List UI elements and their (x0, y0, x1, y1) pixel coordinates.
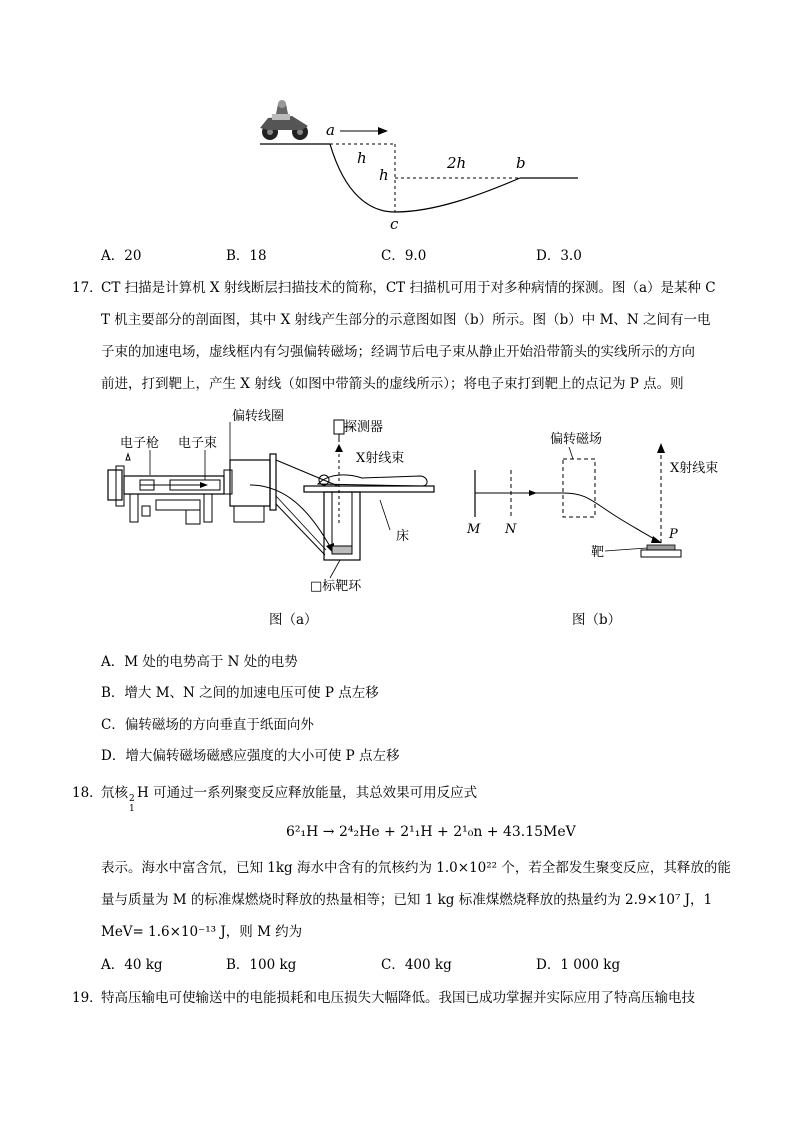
label-M: M (467, 522, 481, 537)
q18-line-1: 表示。海水中富含氘，已知 1kg 海水中含有的氘核约为 1.0×10²² 个，若全都发生聚变反应，其释放的能 (101, 860, 731, 876)
q18-option-d[interactable]: D．1 000 kg (536, 957, 621, 973)
q17-option-a[interactable]: A．M 处的电势高于 N 处的电势 (101, 654, 298, 670)
q19-number: 19． (72, 990, 103, 1006)
label-h-upper: h (357, 149, 367, 167)
caption-figure-b: 图（b） (572, 612, 622, 628)
label-a: a (326, 121, 335, 139)
q17-line-1: CT 扫描是计算机 X 射线断层扫描技术的简称，CT 扫描机可用于对多种病情的探测。图（a）是某种 C (101, 280, 716, 296)
label-target-ring: □标靶环 (310, 579, 362, 594)
q18-nuclide-sub: 1 (129, 804, 135, 814)
q18-option-a[interactable]: A．40 kg (101, 957, 163, 973)
label-N: N (505, 522, 517, 537)
label-h-lower: h (379, 166, 389, 184)
q17-line-2: T 机主要部分的剖面图，其中 X 射线产生部分的示意图如图（b）所示。图（b）中 M、N 之间有一电 (101, 312, 711, 328)
label-bed: 床 (396, 529, 410, 544)
label-b: b (516, 154, 526, 172)
q16-option-b[interactable]: B．18 (226, 248, 267, 264)
motorcycle-icon (260, 100, 308, 140)
label-xray-beam-b: X射线束 (670, 461, 719, 476)
label-target: 靶 (591, 545, 605, 560)
q17-option-d[interactable]: D．增大偏转磁场磁感应强度的大小可使 P 点左移 (101, 748, 400, 764)
q18-equation: 6²₁H → 2⁴₂He + 2¹₁H + 2¹₀n + 43.15MeV (286, 824, 576, 840)
label-detector: 探测器 (344, 420, 384, 435)
q17-line-3: 子束的加速电场，虚线框内有匀强偏转磁场；经调节后电子束从静止开始沿带箭头的实线所示的方向 (101, 344, 695, 360)
q18-line-2: 量与质量为 M 的标准煤燃烧时释放的热量相等；已知 1 kg 标准煤燃烧释放的热量约为 2.9×10⁷ J，1 (101, 892, 713, 908)
label-2h: 2h (447, 154, 467, 172)
ct-machine-figure-a (100, 400, 445, 635)
label-P: P (669, 527, 678, 542)
label-electron-gun: 电子枪 (120, 436, 160, 451)
q16-option-d[interactable]: D．3.0 (536, 248, 582, 264)
q18-option-b[interactable]: B．100 kg (226, 957, 297, 973)
label-deflection-field: 偏转磁场 (550, 432, 603, 447)
q18-nuclide-sup: 2 (129, 794, 135, 804)
q18-intro (101, 783, 478, 814)
q16-option-a[interactable]: A．20 (101, 248, 142, 264)
q18-number: 18． (72, 785, 103, 801)
q17-number: 17． (72, 280, 103, 296)
q17-line-4: 前进，打到靶上，产生 X 射线（如图中带箭头的虚线所示）；将电子束打到靶上的点记为 P 点。则 (101, 376, 684, 392)
label-electron-beam: 电子束 (178, 436, 218, 451)
q17-option-b[interactable]: B．增大 M、N 之间的加速电压可使 P 点左移 (101, 685, 379, 701)
q19-line-1: 特高压输电可使输送中的电能损耗和电压损失大幅降低。我国已成功掌握并实际应用了特高压输电技 (101, 990, 695, 1006)
q16-option-c[interactable]: C．9.0 (381, 248, 427, 264)
caption-figure-a: 图（a） (269, 612, 318, 628)
q18-option-c[interactable]: C．400 kg (381, 957, 452, 973)
label-xray-beam-a: X射线束 (356, 451, 405, 466)
label-deflection-coil: 偏转线圈 (232, 409, 285, 424)
q18-intro-post: H 可通过一系列聚变反应释放能量，其总效果可用反应式 (137, 785, 478, 801)
q18-intro-pre: 氘核 (101, 785, 128, 801)
q17-option-c[interactable]: C．偏转磁场的方向垂直于纸面向外 (101, 717, 314, 733)
ramp-figure (250, 100, 590, 235)
xray-schematic-figure-b (455, 425, 755, 610)
label-c: c (390, 215, 399, 233)
q18-line-3: MeV= 1.6×10⁻¹³ J，则 M 约为 (101, 924, 303, 940)
